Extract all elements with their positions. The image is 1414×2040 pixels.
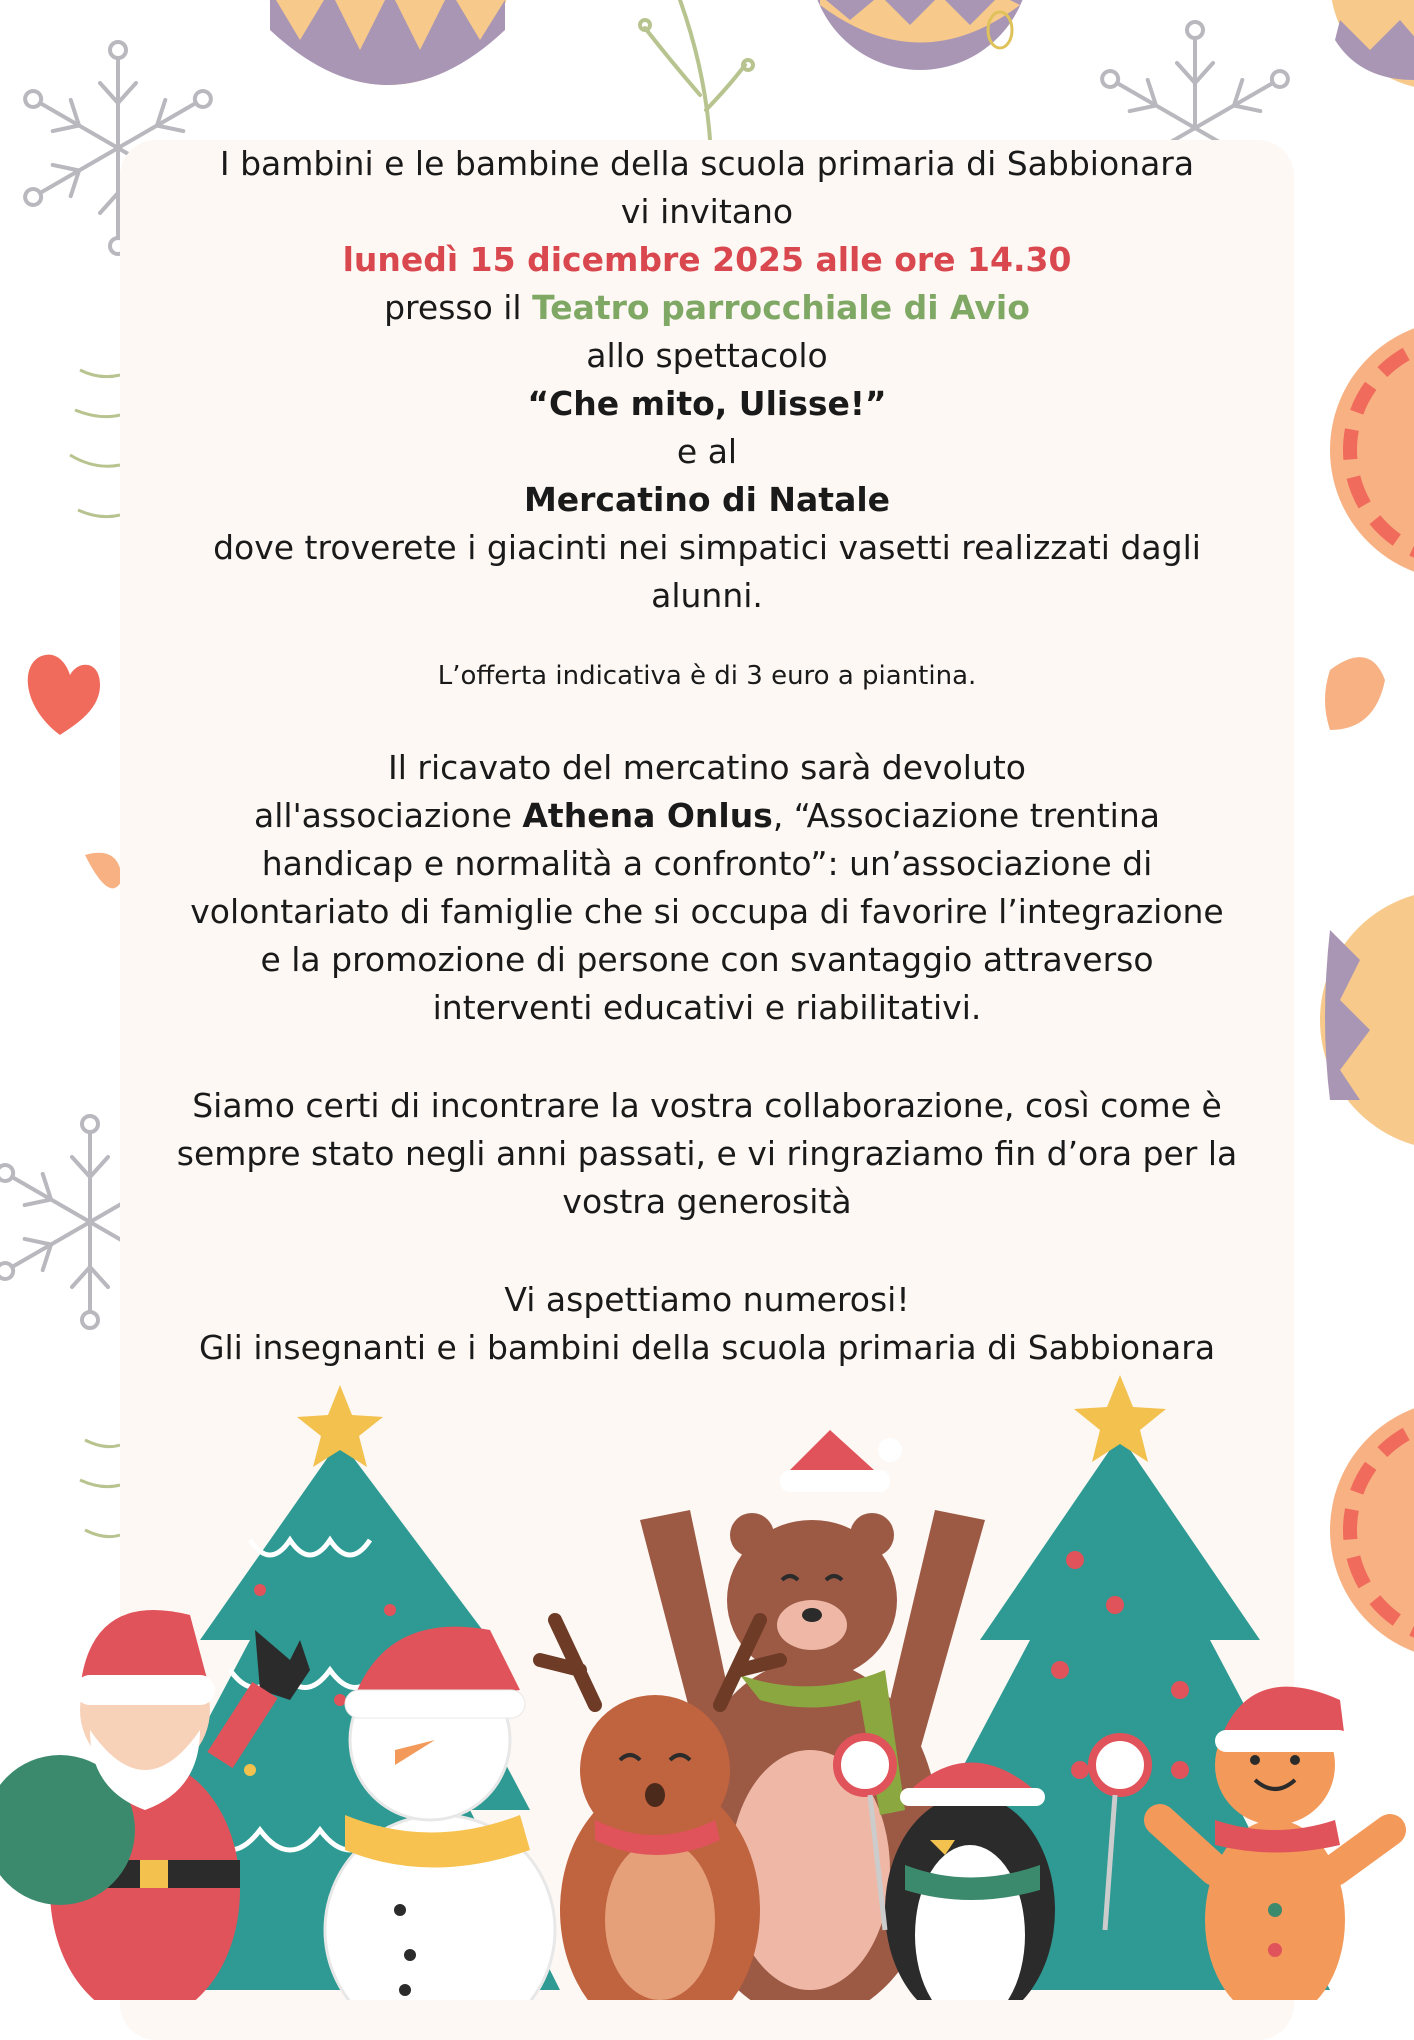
thanks-line-3: vostra generosità bbox=[562, 1182, 852, 1221]
closing-line-1: Vi aspettiamo numerosi! bbox=[504, 1280, 910, 1319]
invitation-text bbox=[120, 140, 1294, 1372]
charity-line-2 bbox=[120, 792, 1294, 840]
christmas-ornament-icon bbox=[1320, 890, 1414, 1150]
show-intro: allo spettacolo bbox=[586, 336, 828, 375]
charity-line-6: interventi educativi e riabilitativi. bbox=[432, 988, 982, 1027]
christmas-ornament-icon bbox=[810, 0, 1030, 70]
charity-line-5: e la promozione di persone con svantaggio attraverso bbox=[260, 940, 1154, 979]
invite-line-1: I bambini e le bambine della scuola primaria di Sabbionara bbox=[219, 144, 1195, 183]
market-desc-1: dove troverete i giacinti nei simpatici vasetti realizzati dagli bbox=[213, 528, 1201, 567]
show-title: “Che mito, Ulisse!” bbox=[527, 384, 887, 423]
leaf-icon bbox=[85, 853, 122, 889]
thanks-line-2: sempre stato negli anni passati, e vi ringraziamo fin d’ora per la bbox=[176, 1134, 1238, 1173]
charity-prefix: all'associazione bbox=[254, 796, 512, 835]
and-line: e al bbox=[676, 432, 738, 471]
charity-line-1: Il ricavato del mercatino sarà devoluto bbox=[387, 748, 1026, 787]
heart-icon bbox=[28, 655, 100, 735]
closing-line-2: Gli insegnanti e i bambini della scuola primaria di Sabbionara bbox=[198, 1328, 1216, 1367]
venue-prefix: presso il bbox=[384, 288, 522, 327]
christmas-ornament-icon bbox=[1330, 320, 1414, 580]
christmas-ornament-icon bbox=[263, 0, 513, 85]
christmas-characters-illustration bbox=[0, 1370, 1414, 2000]
christmas-ornament-icon bbox=[1330, 0, 1414, 90]
market-desc-2: alunni. bbox=[651, 576, 763, 615]
offer-note: L’offerta indicativa è di 3 euro a piantina. bbox=[437, 661, 977, 691]
invite-line-2: vi invitano bbox=[620, 192, 794, 231]
branch-icon bbox=[640, 0, 753, 140]
charity-line-4: volontariato di famiglie che si occupa di favorire l’integrazione bbox=[190, 892, 1224, 931]
market-title: Mercatino di Natale bbox=[523, 480, 891, 519]
venue-line bbox=[120, 284, 1294, 332]
leaf-icon bbox=[1325, 657, 1385, 730]
thanks-line-1: Siamo certi di incontrare la vostra collaborazione, così come è bbox=[192, 1086, 1222, 1125]
leaf-icon bbox=[70, 370, 120, 1537]
venue-name: Teatro parrocchiale di Avio bbox=[532, 288, 1030, 327]
charity-name: Athena Onlus bbox=[522, 796, 773, 835]
event-date: lunedì 15 dicembre 2025 alle ore 14.30 bbox=[342, 240, 1072, 279]
charity-line-3: handicap e normalità a confronto”: un’associazione di bbox=[261, 844, 1153, 883]
charity-rest: , “Associazione trentina bbox=[772, 796, 1160, 835]
